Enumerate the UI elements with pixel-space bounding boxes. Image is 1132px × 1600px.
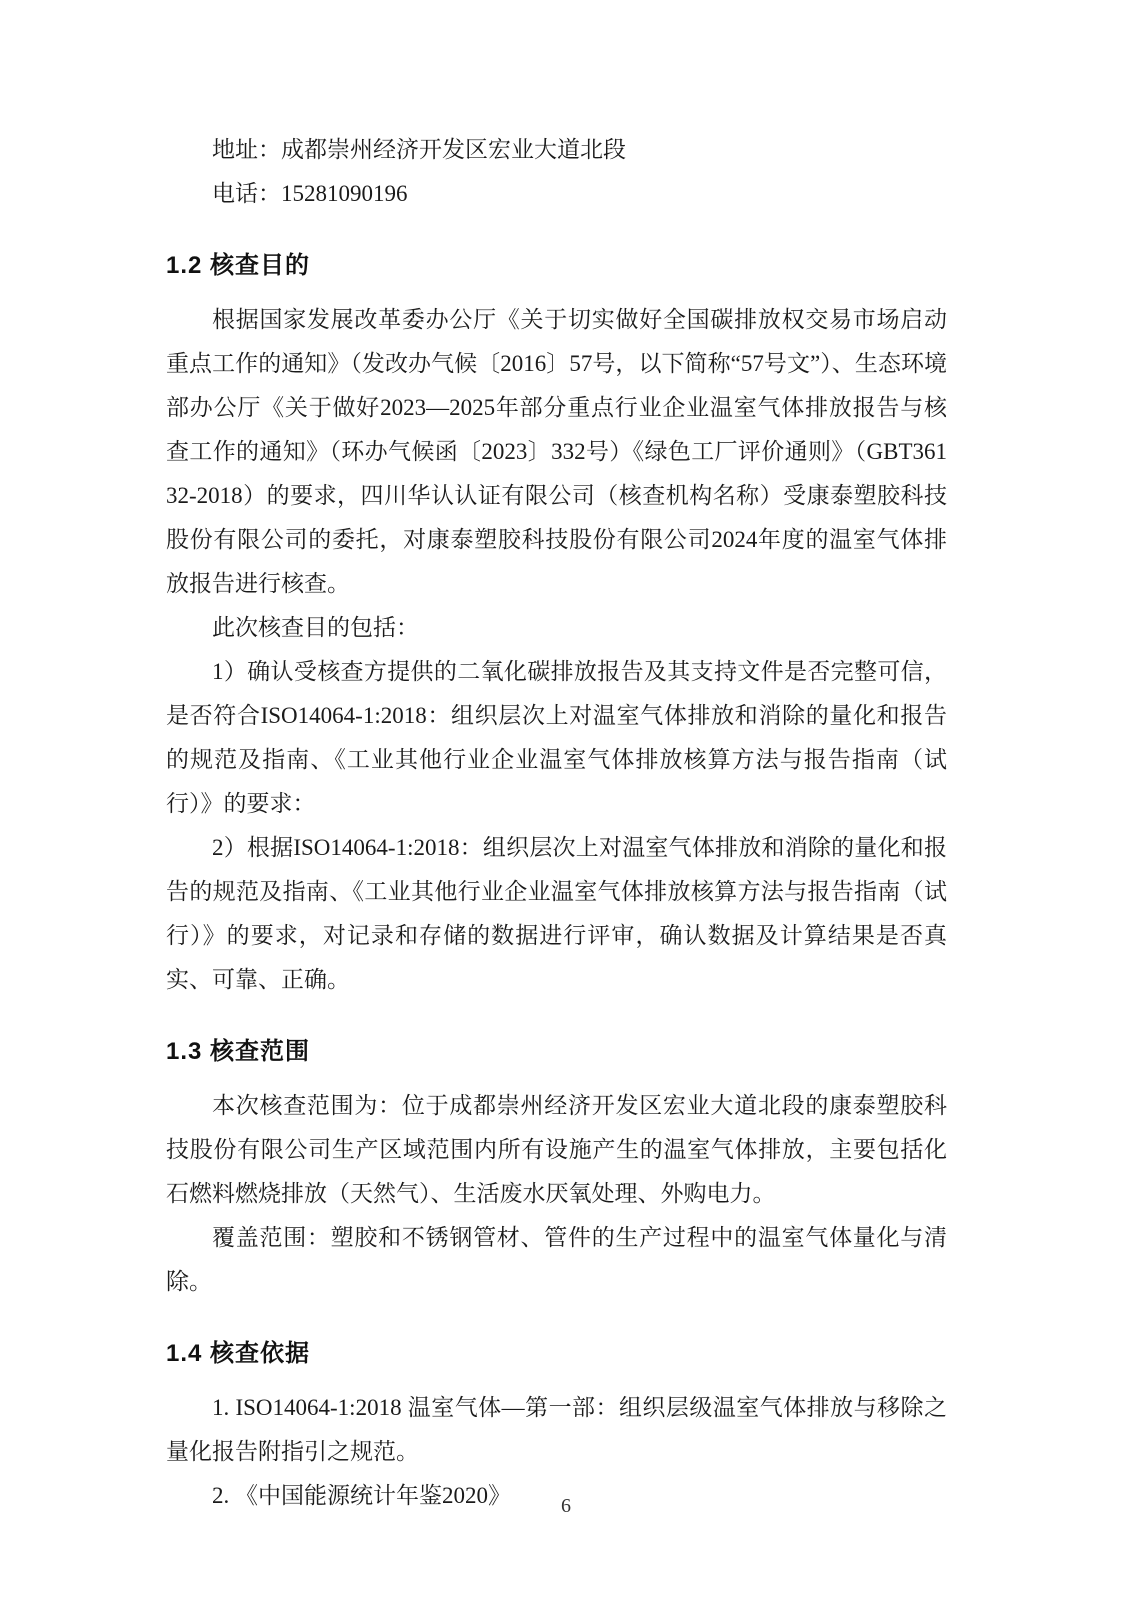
phone-line: 电话：15281090196 bbox=[212, 181, 408, 206]
section-verification-scope bbox=[166, 1030, 947, 1304]
section-heading-1-3: 1.3 核查范围 bbox=[166, 1038, 311, 1065]
paragraph: 根据国家发展改革委办公厅《关于切实做好全国碳排放权交易市场启动重点工作的通知》（发改办气候〔2016〕57号，以下简称“57号文”）、生态环境部办公厅《关于做好2023—2025年部分重点行业企业温室气体排放报告与核查工作的通知》（环办气候函〔2023〕332号）《绿色工厂评价通则》（GBT36132-2018）的要求，四川华认认证有限公司（核查机构名称）受康泰塑胶科技股份有限公司的委托，对康泰塑胶科技股份有限公司2024年度的温室气体排放报告进行核查。 bbox=[166, 307, 947, 596]
section-heading-1-4: 1.4 核查依据 bbox=[166, 1340, 311, 1367]
page-number: 6 bbox=[561, 1495, 571, 1517]
section-verification-basis bbox=[166, 1332, 947, 1518]
paragraph: 此次核查目的包括： bbox=[212, 615, 419, 640]
paragraph: 1. ISO14064-1:2018 温室气体—第一部：组织层级温室气体排放与移除之量化报告附指引之规范。 bbox=[166, 1395, 947, 1464]
paragraph: 2. 《中国能源统计年鉴2020》 bbox=[212, 1483, 511, 1508]
address-line: 地址：成都崇州经济开发区宏业大道北段 bbox=[212, 137, 626, 162]
contact-block bbox=[166, 128, 947, 216]
paragraph: 覆盖范围：塑胶和不锈钢管材、管件的生产过程中的温室气体量化与清除。 bbox=[166, 1225, 947, 1294]
section-heading-1-2: 1.2 核查目的 bbox=[166, 252, 311, 279]
paragraph: 2）根据ISO14064-1:2018：组织层次上对温室气体排放和消除的量化和报告的规范及指南、《工业其他行业企业温室气体排放核算方法与报告指南（试行）》的要求，对记录和存储的数据进行评审，确认数据及计算结果是否真实、可靠、正确。 bbox=[166, 835, 947, 992]
paragraph: 本次核查范围为：位于成都崇州经济开发区宏业大道北段的康泰塑胶科技股份有限公司生产区域范围内所有设施产生的温室气体排放，主要包括化石燃料燃烧排放（天然气）、生活废水厌氧处理、外购电力。 bbox=[166, 1093, 947, 1206]
section-verification-purpose bbox=[166, 244, 947, 1002]
paragraph: 1）确认受核查方提供的二氧化碳排放报告及其支持文件是否完整可信，是否符合ISO14064-1:2018：组织层次上对温室气体排放和消除的量化和报告的规范及指南、《工业其他行业企业温室气体排放核算方法与报告指南（试行）》的要求： bbox=[166, 659, 947, 816]
